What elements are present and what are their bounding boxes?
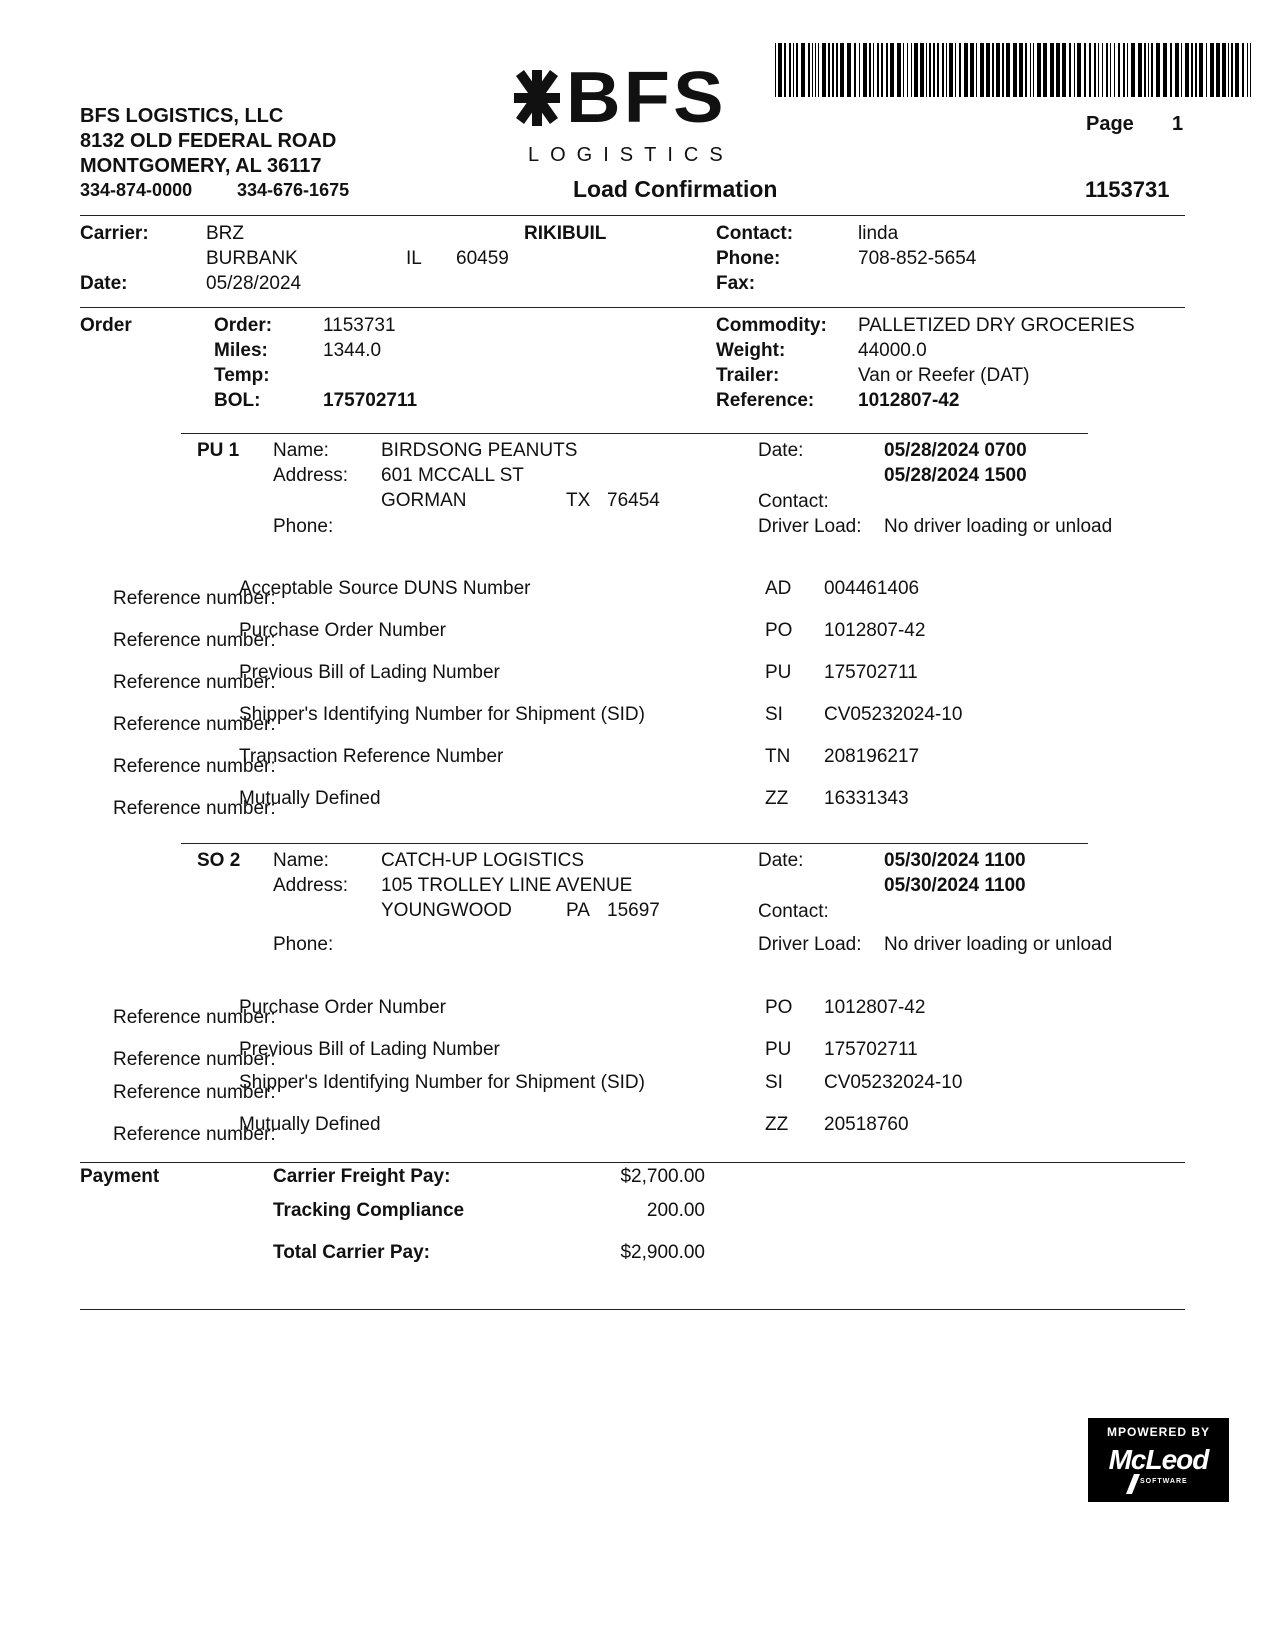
- reference-value: 16331343: [824, 788, 909, 809]
- carrier-date: 05/28/2024: [206, 273, 302, 294]
- reference-description: Acceptable Source DUNS Number: [239, 578, 531, 599]
- carrier-contact: linda: [858, 223, 899, 244]
- reference-code: SI: [765, 1072, 783, 1093]
- bol-value: 175702711: [323, 390, 418, 411]
- weight-label: Weight:: [716, 340, 786, 361]
- divider: [80, 1162, 1185, 1163]
- barcode-bar: [886, 43, 888, 97]
- badge-software: SOFTWARE: [1140, 1478, 1188, 1485]
- barcode-bar: [815, 43, 816, 97]
- barcode-bar: [854, 43, 856, 97]
- stop-driver-load: No driver loading or unload: [884, 934, 1113, 955]
- reference-code: TN: [765, 746, 791, 767]
- stop-id: PU 1: [197, 440, 240, 461]
- barcode-bar: [933, 43, 935, 97]
- freight-pay-amount: $2,700.00: [620, 1166, 705, 1187]
- stop-state: PA: [566, 900, 590, 921]
- barcode-bar: [836, 43, 838, 97]
- barcode-bar: [840, 43, 844, 97]
- company-address-line2: MONTGOMERY, AL 36117: [80, 155, 322, 177]
- barcode-bar: [1118, 43, 1120, 97]
- reference-code: AD: [765, 578, 792, 599]
- stop-address: 105 TROLLEY LINE AVENUE: [381, 875, 633, 896]
- barcode-bar: [863, 43, 867, 97]
- barcode-bar: [1050, 43, 1054, 97]
- barcode-bar: [1043, 43, 1047, 97]
- barcode-bar: [1110, 43, 1111, 97]
- temp-label: Temp:: [214, 365, 270, 386]
- reference-label: Reference:: [716, 390, 815, 411]
- stop-city: GORMAN: [381, 490, 467, 511]
- barcode-bar: [1231, 43, 1233, 97]
- barcode-bar: [801, 43, 805, 97]
- stop-address-label: Address:: [273, 465, 348, 486]
- stop-name-label: Name:: [273, 440, 329, 461]
- divider: [80, 1309, 1185, 1310]
- document-title: Load Confirmation: [573, 176, 778, 202]
- reference-number-label: Reference number:: [113, 1082, 276, 1103]
- stop-zip: 76454: [607, 490, 660, 511]
- badge-powered-by: MPOWERED BY: [1106, 1425, 1210, 1439]
- barcode: [775, 43, 1255, 97]
- barcode-bar: [1144, 43, 1146, 97]
- reference-description: Purchase Order Number: [239, 620, 446, 641]
- barcode-bar: [1242, 43, 1244, 97]
- barcode-bar: [1094, 43, 1096, 97]
- barcode-bar: [980, 43, 984, 97]
- tracking-compliance-label: Tracking Compliance: [273, 1200, 465, 1221]
- reference-number-label: Reference number:: [113, 714, 276, 735]
- barcode-bar: [1074, 43, 1075, 97]
- stop-zip: 15697: [607, 900, 660, 921]
- stop-name: CATCH-UP LOGISTICS: [381, 850, 585, 871]
- logo-subtitle: LOGISTICS: [528, 144, 734, 166]
- barcode-bar: [778, 43, 782, 97]
- barcode-bar: [869, 43, 871, 97]
- stop-name-label: Name:: [273, 850, 329, 871]
- barcode-bar: [847, 43, 851, 97]
- phone-label: Phone:: [716, 248, 781, 269]
- barcode-bar: [1250, 43, 1251, 97]
- order-section-label: Order: [80, 315, 132, 336]
- reference-value: CV05232024-10: [824, 704, 963, 725]
- freight-pay-label: Carrier Freight Pay:: [273, 1166, 451, 1187]
- miles-label: Miles:: [214, 340, 268, 361]
- barcode-bar: [1019, 43, 1023, 97]
- badge-slash-icon: [1126, 1474, 1140, 1494]
- barcode-bar: [1098, 43, 1099, 97]
- reference-value: 175702711: [824, 1039, 918, 1060]
- stop-driver-load-label: Driver Load:: [758, 516, 862, 537]
- stop-address-label: Address:: [273, 875, 348, 896]
- divider: [181, 843, 1088, 844]
- reference-description: Mutually Defined: [239, 788, 381, 809]
- stop-date-end: 05/30/2024 1100: [884, 875, 1026, 896]
- reference-description: Mutually Defined: [239, 1114, 381, 1135]
- barcode-bar: [859, 43, 860, 97]
- barcode-bar: [1006, 43, 1010, 97]
- barcode-bar: [970, 43, 974, 97]
- page-label: Page: [1086, 113, 1134, 135]
- total-pay-amount: $2,900.00: [620, 1242, 705, 1263]
- carrier-code: BRZ: [206, 223, 244, 244]
- barcode-bar: [949, 43, 953, 97]
- barcode-bar: [1056, 43, 1060, 97]
- stop-date-label: Date:: [758, 850, 804, 871]
- barcode-bar: [1216, 43, 1220, 97]
- reference-number-label: Reference number:: [113, 1049, 276, 1070]
- barcode-bar: [818, 43, 819, 97]
- barcode-bar: [897, 43, 901, 97]
- reference-code: ZZ: [765, 1114, 789, 1135]
- reference-value: 20518760: [824, 1114, 909, 1135]
- reference-description: Transaction Reference Number: [239, 746, 504, 767]
- weight-value: 44000.0: [858, 340, 927, 361]
- reference-value: CV05232024-10: [824, 1072, 963, 1093]
- trailer-value: Van or Reefer (DAT): [858, 365, 1030, 386]
- bfs-star-logo-icon: [512, 68, 562, 128]
- load-number: 1153731: [1085, 177, 1170, 202]
- reference-code: PO: [765, 620, 793, 641]
- page-number: 1: [1172, 113, 1184, 135]
- reference-number-label: Reference number:: [113, 672, 276, 693]
- barcode-bar: [890, 43, 894, 97]
- barcode-bar: [1025, 43, 1027, 97]
- barcode-bar: [1191, 43, 1193, 97]
- barcode-bar: [1106, 43, 1108, 97]
- divider: [80, 215, 1185, 216]
- barcode-bar: [986, 43, 990, 97]
- barcode-bar: [1033, 43, 1034, 97]
- carrier-name: RIKIBUIL: [524, 223, 607, 244]
- reference-number-label: Reference number:: [113, 1124, 276, 1145]
- stop-date-start: 05/28/2024 0700: [884, 440, 1027, 461]
- stop-driver-load-label: Driver Load:: [758, 934, 862, 955]
- commodity-label: Commodity:: [716, 315, 827, 336]
- barcode-bar: [784, 43, 786, 97]
- barcode-bar: [929, 43, 931, 97]
- company-address-line1: 8132 OLD FEDERAL ROAD: [80, 130, 337, 152]
- reference-code: PO: [765, 997, 793, 1018]
- barcode-bar: [877, 43, 879, 97]
- barcode-bar: [1030, 43, 1031, 97]
- barcode-bar: [964, 43, 968, 97]
- reference-value: 1012807-42: [824, 620, 926, 641]
- reference-description: Previous Bill of Lading Number: [239, 662, 500, 683]
- barcode-bar: [996, 43, 1000, 97]
- barcode-bar: [822, 43, 826, 97]
- carrier-label: Carrier:: [80, 223, 149, 244]
- barcode-bar: [1170, 43, 1172, 97]
- commodity-value: PALLETIZED DRY GROCERIES: [858, 315, 1135, 336]
- barcode-bar: [1235, 43, 1239, 97]
- barcode-bar: [1084, 43, 1086, 97]
- reference-code: ZZ: [765, 788, 789, 809]
- stop-driver-load: No driver loading or unload: [884, 516, 1113, 537]
- reference-number-label: Reference number:: [113, 588, 276, 609]
- reference-description: Shipper's Identifying Number for Shipment (SID): [239, 1072, 645, 1093]
- barcode-bar: [873, 43, 874, 97]
- reference-value: 208196217: [824, 746, 920, 767]
- trailer-label: Trailer:: [716, 365, 780, 386]
- barcode-bar: [775, 43, 776, 97]
- stop-date-label: Date:: [758, 440, 804, 461]
- barcode-bar: [1114, 43, 1115, 97]
- miles-value: 1344.0: [323, 340, 382, 361]
- barcode-bar: [926, 43, 927, 97]
- reference-number-label: Reference number:: [113, 756, 276, 777]
- barcode-bar: [1102, 43, 1103, 97]
- barcode-bar: [1175, 43, 1179, 97]
- barcode-bar: [793, 43, 794, 97]
- reference-value: 004461406: [824, 578, 920, 599]
- barcode-bar: [992, 43, 994, 97]
- barcode-bar: [1037, 43, 1041, 97]
- stop-phone-label: Phone:: [273, 934, 334, 955]
- reference-value: 1012807-42: [824, 997, 926, 1018]
- reference-value: 175702711: [824, 662, 918, 683]
- barcode-bar: [812, 43, 813, 97]
- barcode-bar: [1127, 43, 1128, 97]
- divider: [80, 307, 1185, 308]
- barcode-bar: [1138, 43, 1142, 97]
- company-phone-1: 334-874-0000: [80, 180, 193, 200]
- barcode-bar: [1069, 43, 1071, 97]
- stop-contact-label: Contact:: [758, 491, 829, 512]
- barcode-bar: [796, 43, 798, 97]
- barcode-bar: [1151, 43, 1153, 97]
- barcode-bar: [937, 43, 939, 97]
- barcode-bar: [1185, 43, 1189, 97]
- reference-code: SI: [765, 704, 783, 725]
- order-label: Order:: [214, 315, 273, 336]
- barcode-bar: [1247, 43, 1248, 97]
- barcode-bar: [808, 43, 810, 97]
- barcode-bar: [911, 43, 912, 97]
- reference-number-label: Reference number:: [113, 1007, 276, 1028]
- barcode-bar: [1195, 43, 1197, 97]
- total-pay-label: Total Carrier Pay:: [273, 1242, 430, 1263]
- bol-label: BOL:: [214, 390, 261, 411]
- company-phone-2: 334-676-1675: [237, 180, 350, 200]
- barcode-bar: [828, 43, 830, 97]
- reference-value: 1012807-42: [858, 390, 960, 411]
- barcode-bar: [946, 43, 947, 97]
- barcode-bar: [1206, 43, 1207, 97]
- stop-id: SO 2: [197, 850, 241, 871]
- barcode-bar: [881, 43, 883, 97]
- stop-state: TX: [566, 490, 591, 511]
- barcode-bar: [1062, 43, 1066, 97]
- stop-address: 601 MCCALL ST: [381, 465, 524, 486]
- barcode-bar: [789, 43, 791, 97]
- barcode-bar: [1156, 43, 1160, 97]
- barcode-bar: [1089, 43, 1091, 97]
- barcode-bar: [976, 43, 977, 97]
- barcode-bar: [1163, 43, 1167, 97]
- carrier-zip: 60459: [456, 248, 509, 269]
- barcode-bar: [1210, 43, 1214, 97]
- barcode-bar: [1228, 43, 1229, 97]
- barcode-bar: [903, 43, 904, 97]
- payment-section-label: Payment: [80, 1166, 160, 1187]
- date-label: Date:: [80, 273, 128, 294]
- barcode-bar: [920, 43, 924, 97]
- stop-contact-label: Contact:: [758, 901, 829, 922]
- tracking-compliance-amount: 200.00: [646, 1200, 705, 1221]
- mcleod-software-logo: [1088, 1418, 1229, 1502]
- barcode-bar: [1013, 43, 1017, 97]
- barcode-bar: [1123, 43, 1125, 97]
- logo-brand: BFS: [566, 58, 727, 138]
- badge-brand: McLeod: [1108, 1444, 1209, 1475]
- barcode-bar: [1222, 43, 1226, 97]
- barcode-bar: [1131, 43, 1135, 97]
- company-name: BFS LOGISTICS, LLC: [80, 105, 284, 127]
- reference-number-label: Reference number:: [113, 630, 276, 651]
- contact-label: Contact:: [716, 223, 794, 244]
- fax-label: Fax:: [716, 273, 756, 294]
- barcode-bar: [959, 43, 961, 97]
- divider: [181, 433, 1088, 434]
- barcode-bar: [955, 43, 956, 97]
- barcode-bar: [1148, 43, 1149, 97]
- barcode-bar: [1077, 43, 1081, 97]
- barcode-bar: [1002, 43, 1004, 97]
- reference-description: Purchase Order Number: [239, 997, 446, 1018]
- barcode-bar: [1199, 43, 1203, 97]
- barcode-bar: [1181, 43, 1182, 97]
- reference-code: PU: [765, 662, 792, 683]
- stop-city: YOUNGWOOD: [381, 900, 512, 921]
- reference-number-label: Reference number:: [113, 798, 276, 819]
- barcode-bar: [942, 43, 944, 97]
- carrier-city: BURBANK: [206, 248, 298, 269]
- reference-description: Previous Bill of Lading Number: [239, 1039, 500, 1060]
- stop-phone-label: Phone:: [273, 516, 334, 537]
- barcode-bar: [914, 43, 918, 97]
- barcode-bar: [907, 43, 908, 97]
- barcode-bar: [832, 43, 834, 97]
- stop-date-start: 05/30/2024 1100: [884, 850, 1026, 871]
- stop-name: BIRDSONG PEANUTS: [381, 440, 578, 461]
- order-number: 1153731: [323, 315, 396, 336]
- carrier-phone: 708-852-5654: [858, 248, 977, 269]
- reference-description: Shipper's Identifying Number for Shipment (SID): [239, 704, 645, 725]
- stop-date-end: 05/28/2024 1500: [884, 465, 1027, 486]
- carrier-state: IL: [406, 248, 422, 269]
- reference-code: PU: [765, 1039, 792, 1060]
